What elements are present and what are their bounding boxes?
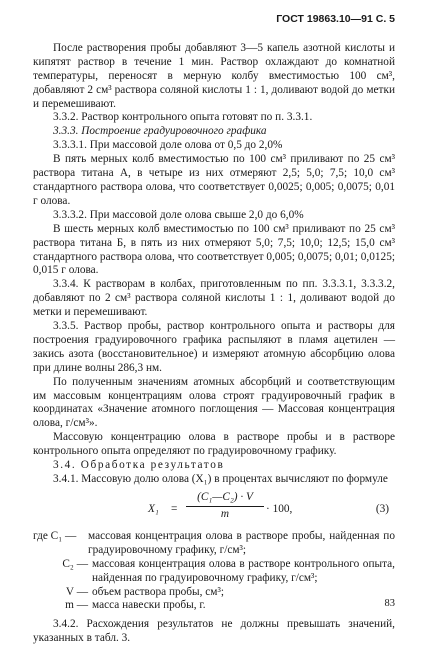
paragraph-calibration-graph: По полученным значениям атомных абсорбций и соответствующим им массовым концентрациям олова строят градуировочный график в координатах «Значение атомного поглощения — Массовая концентрация олова, г/см³». xyxy=(33,375,395,430)
formula-lhs: X₁ xyxy=(148,502,159,515)
paragraph-3-3-5: 3.3.5. Раствор пробы, раствор контрольного опыта и растворы для построения градуировочного графика распыляют в пламя ацетилен — закись азота (восстановительное) и измеряют атомную абсорбцию олова при длине волны 286,3 нм. xyxy=(33,320,395,374)
definition-symbol: m — xyxy=(65,599,88,612)
paragraph-five-flasks: В пять мерных колб вместимостью по 100 см³ приливают по 25 см³ раствора титана А, в четыре из них отмеряют 2,5; 5,0; 7,5; 10,0 см³ стандартного раствора олова, что соответствует 0,0025; 0,005; 0,0075; 0,01 г олова. xyxy=(33,153,395,207)
paragraph-3-3-2: 3.3.2. Раствор контрольного опыта готовят по п. 3.3.1. xyxy=(53,111,313,124)
definition-c1 xyxy=(33,530,395,558)
definition-v xyxy=(33,586,395,600)
paragraph-dissolution: После растворения пробы добавляют 3—5 капель азотной кислоты и кипятят раствор в течение 1 мин. Раствор охлаждают до комнатной температуры, переносят в мерную колбу вместимостью 100 см³, добавляют 2 см³ раствора соляной кислоты 1 : 1, доливают водой до метки и перемешивают. xyxy=(33,41,395,110)
paragraph-3-3-3-2: 3.3.3.2. При массовой доле олова свыше 2,0 до 6,0% xyxy=(53,208,304,221)
definition-c2 xyxy=(33,558,395,586)
definition-text: объем раствора пробы, см³; xyxy=(92,585,224,598)
formula-3 xyxy=(33,491,395,527)
paragraph-3-4-2: 3.4.2. Расхождения результатов не должны превышать значений, указанных в табл. 3. xyxy=(33,618,395,645)
paragraph-3-3-3-1: 3.3.3.1. При массовой доле олова от 0,5 до 2,0% xyxy=(53,139,283,152)
formula-multiplier: · 100, xyxy=(266,502,293,515)
definition-m xyxy=(33,599,395,613)
formula-number: (3) xyxy=(375,502,389,515)
paragraph-six-flasks: В шесть мерных колб вместимостью по 100 см³ приливают по 25 см³ раствора титана Б, в пять из них отмеряют 5,0; 7,5; 10,0; 12,5; 15,0 см³ стандартного раствора олова, что соответствует 0,005; 0,0075; 0,01; 0,0125; 0,015 г олова. xyxy=(33,222,395,277)
definition-text: масса навески пробы, г. xyxy=(92,599,206,612)
section-heading-3-4 xyxy=(33,459,395,473)
definition-symbol: V — xyxy=(65,585,88,598)
formula-equals: = xyxy=(171,502,178,515)
formula-definitions xyxy=(33,530,395,613)
formula-numerator: (C₁—C₂) · V xyxy=(186,491,264,507)
definition-symbol: где C₁ — xyxy=(33,529,77,542)
definition-symbol: C₂ — xyxy=(62,557,88,570)
paragraph-mass-concentration: Массовую концентрацию олова в растворе пробы и в растворе контрольного опыта определяют по градуировочному графику. xyxy=(33,431,395,458)
definition-text: массовая концентрация олова в растворе пробы, найденная по градуировочному графику, г/см³; xyxy=(88,529,395,556)
section-heading-text: 3.3.3. Построение градуировочного графика xyxy=(53,125,267,138)
formula-denominator: m xyxy=(220,507,230,520)
paragraph-3-4-1: 3.4.1. Массовую долю олова (X₁) в процентах вычисляют по формуле xyxy=(53,473,388,485)
definition-text: массовая концентрация олова в растворе контрольного опыта, найденная по градуировочному графику, г/см³; xyxy=(92,557,395,584)
document-page xyxy=(33,13,395,646)
section-heading-3-3-3 xyxy=(33,125,395,139)
page-header: ГОСТ 19863.10—91 С. 5 xyxy=(276,13,395,25)
page-number: 83 xyxy=(384,598,395,609)
section-heading-3-4-text: 3.4. Обработка результатов xyxy=(53,459,225,472)
paragraph-3-3-4: 3.3.4. К растворам в колбах, приготовленным по пп. 3.3.3.1, 3.3.3.2, добавляют по 2 см³ раствора соляной кислоты 1 : 1, доливают водой до метки и перемешивают. xyxy=(33,278,395,319)
formula-fraction xyxy=(186,491,264,522)
